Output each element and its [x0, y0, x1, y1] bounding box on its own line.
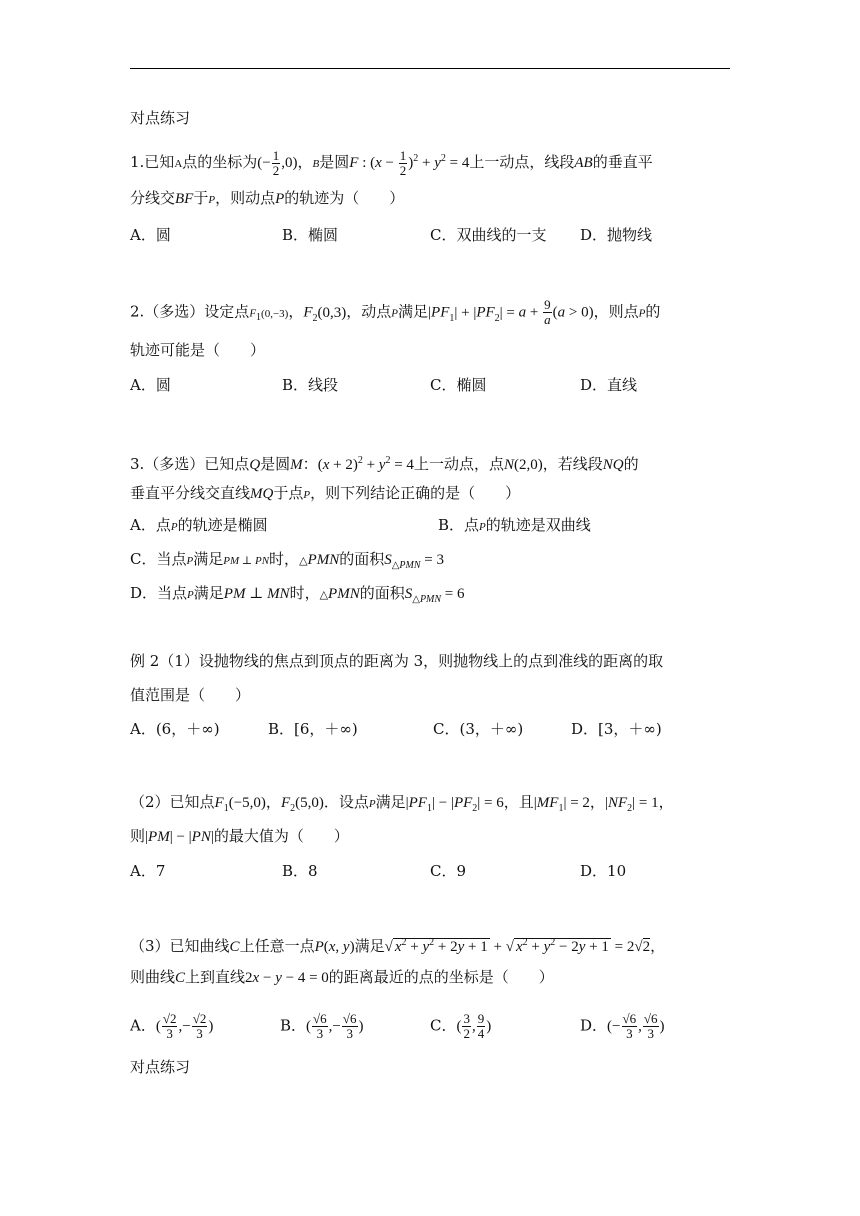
question-1-line-2: 分线交BF于P，则动点P的轨迹为（ ） — [130, 189, 405, 207]
ex2-3-option-d: D．(− $\frac{√6}{3}$ , $\frac{√6}{3}$ ) — [580, 1011, 665, 1041]
question-2-line-1: 2.（多选）设定点$F_1(0,-3)$，$F_2(0,3)$，动点P满足$|PF_1| + |PF_2| = a$ + $\frac{9}{a}$ (a > 0)，则点P的 — [130, 297, 661, 327]
header-rule — [130, 68, 730, 69]
example-2-3-line-1: （3）已知曲线C上任意一点P(x, y)满足√ $x^2 + y^2 + 2y + 1$ + √ $x^2 + y^2 - 2y + 1 = 2√2$， — [130, 937, 666, 955]
q1-option-a: A．圆 — [130, 226, 171, 244]
example-2-1-line-1: 例 2（1）设抛物线的焦点到顶点的距离为 3，则抛物线上的点到准线的距离的取 — [130, 652, 664, 670]
ex2-3-option-c: C．( $\frac{3}{2}$ , $\frac{9}{4}$ ) — [430, 1011, 492, 1041]
section-heading-2: 对点练习 — [130, 1058, 191, 1076]
ex2-2-option-b: B．8 — [282, 862, 318, 880]
ex2-1-option-a: A．(6，＋∞) — [130, 720, 220, 738]
q1-option-b: B．椭圆 — [282, 226, 339, 244]
ex2-3-option-b: B．( $\frac{√6}{3}$ ,− $\frac{√6}{3}$ ) — [280, 1011, 364, 1041]
ex2-2-option-d: D．10 — [580, 862, 627, 880]
q2-option-c: C．椭圆 — [430, 376, 487, 394]
example-2-1-line-2: 值范围是（ ） — [130, 686, 251, 704]
ex2-2-option-c: C．9 — [430, 862, 467, 880]
q2-option-b: B．线段 — [282, 376, 339, 394]
example-2-2-line-2: 则|PM| − |PN|的最大值为（ ） — [130, 827, 349, 845]
question-2-line-2: 轨迹可能是（ ） — [130, 341, 266, 359]
q3-option-c: C．当点P满足PM ⊥ PN时，△PMN的面积$S_{\triangle PMN} = 3$ — [130, 550, 444, 571]
q1-option-c: C．双曲线的一支 — [430, 226, 547, 244]
section-heading: 对点练习 — [130, 109, 191, 127]
q3-option-b: B．点P的轨迹是双曲线 — [438, 516, 591, 534]
ex2-3-option-a: A．( $\frac{√2}{3}$ ,− $\frac{√2}{3}$ ) — [130, 1011, 214, 1041]
q1-option-d: D．抛物线 — [580, 226, 653, 244]
q3-option-d: D．当点P满足PM ⊥ MN时，△PMN的面积$S_{\triangle PMN} = 6$ — [130, 584, 465, 605]
ex2-2-option-a: A．7 — [130, 862, 166, 880]
example-2-2-line-1: （2）已知点$F_1(-5,0)$，$F_2(5,0)$．设点P满足$|PF_1| - |PF_2| = 6$，且$|MF_1| = 2$，$|NF_2| = 1$， — [130, 793, 674, 814]
example-2-3-line-2: 则曲线C上到直线2x − y − 4 = 0的距离最近的点的坐标是（ ） — [130, 968, 554, 986]
question-3-line-1: 3.（多选）已知点Q是圆M：$(x + 2)^2 + y^2 = 4$上一动点，点N(2,0)，若线段NQ的 — [130, 455, 639, 473]
q2-option-d: D．直线 — [580, 376, 638, 394]
q3-option-a: A．点P的轨迹是椭圆 — [130, 516, 268, 534]
ex2-1-option-d: D．[3，＋∞) — [571, 720, 662, 738]
q2-option-a: A．圆 — [130, 376, 171, 394]
ex2-1-option-c: C．(3，＋∞) — [433, 720, 524, 738]
question-1-line-1: 1.已知A点的坐标为(− $\frac{1}{2}$ ,0)，B是圆F : (x − $\frac{1}{2}$ )$^2 + y^2 = 4$上一动点，线段AB的垂直平 — [130, 147, 653, 178]
question-3-line-2: 垂直平分线交直线MQ于点P，则下列结论正确的是（ ） — [130, 484, 521, 502]
ex2-1-option-b: B．[6，＋∞) — [268, 720, 358, 738]
